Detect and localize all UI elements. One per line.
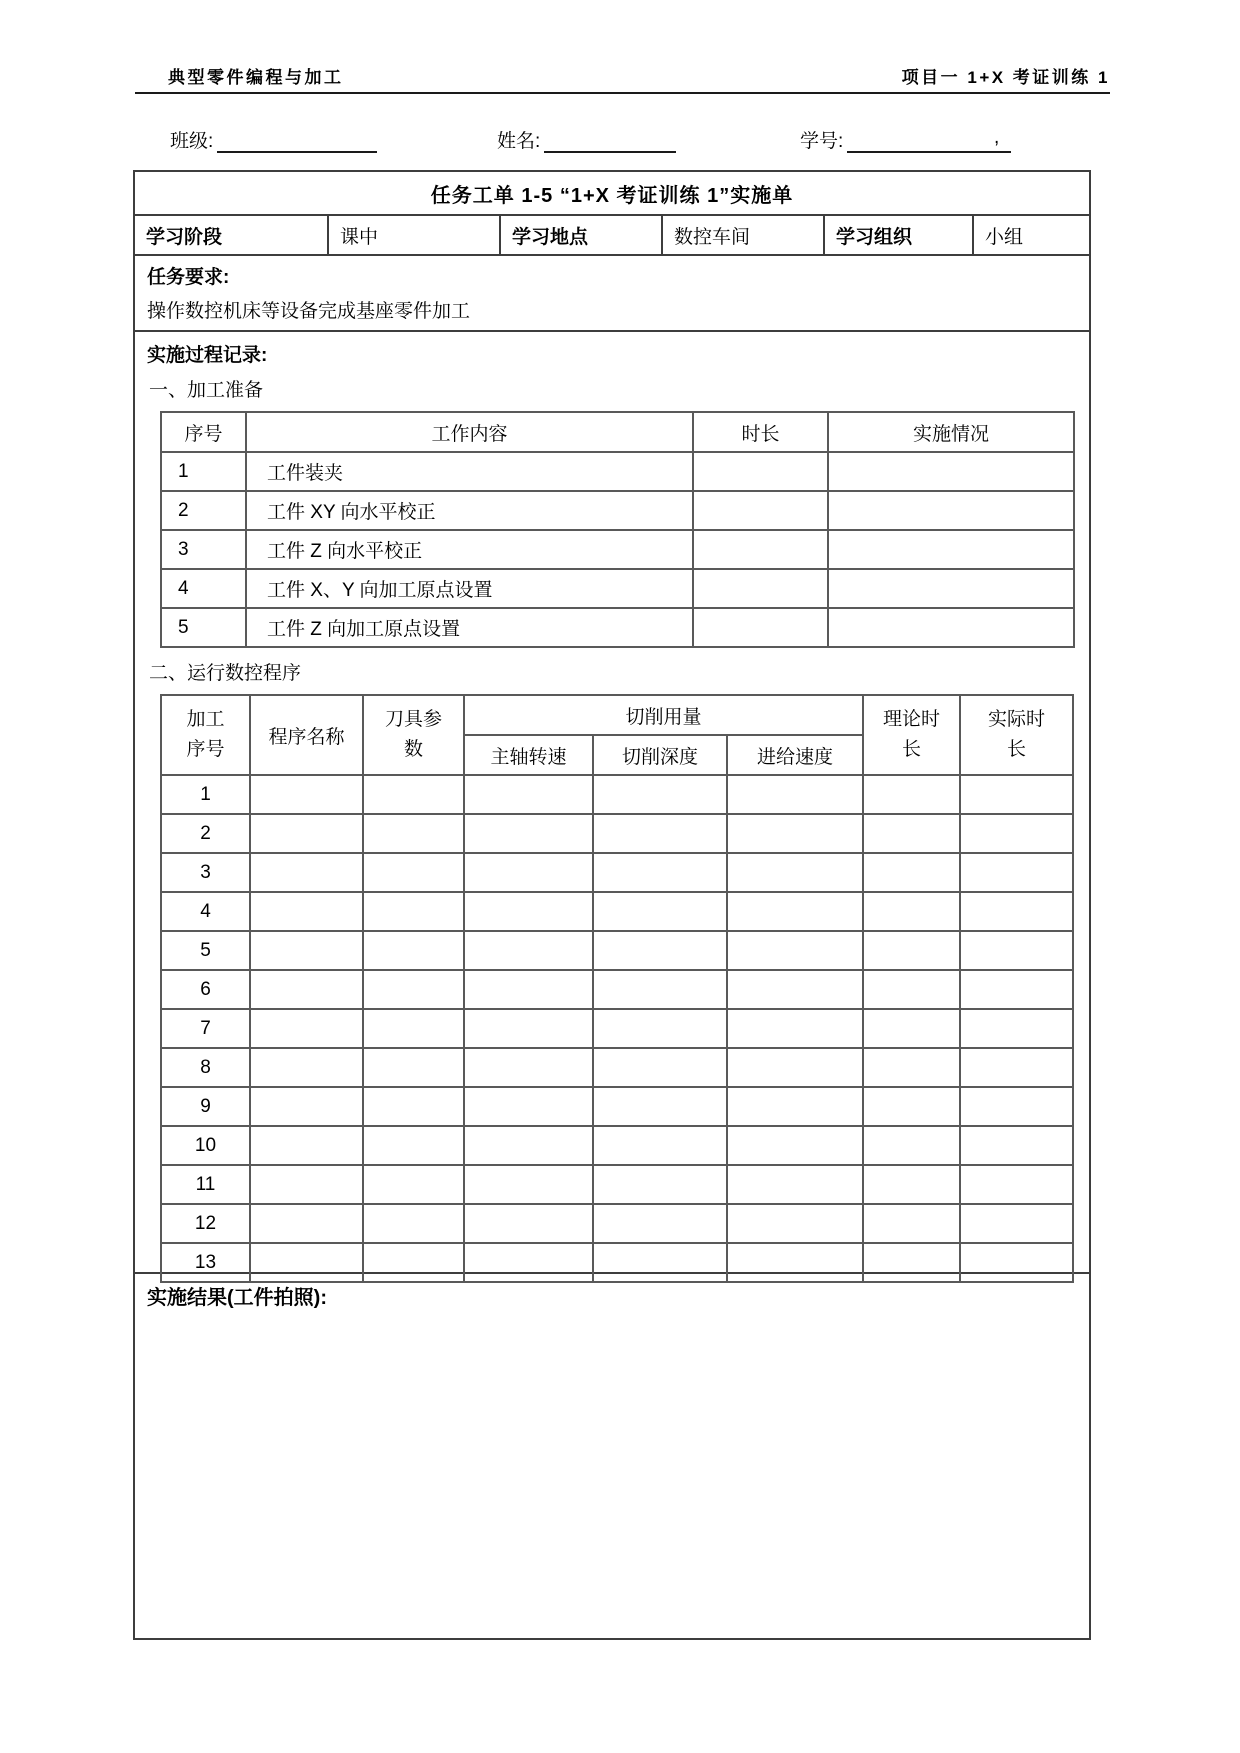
empty-cell (863, 1126, 960, 1165)
empty-cell (250, 1243, 363, 1282)
empty-cell (250, 1204, 363, 1243)
empty-cell (464, 775, 593, 814)
empty-cell (727, 775, 863, 814)
table-row (161, 1009, 1073, 1048)
section2-heading: 二、运行数控程序 (149, 663, 302, 684)
empty-cell (464, 1048, 593, 1087)
table-row (161, 530, 1074, 569)
stage-value: 课中 (327, 216, 499, 254)
empty-cell (727, 814, 863, 853)
prep-row-status-empty (828, 569, 1074, 608)
table-row (161, 1048, 1073, 1087)
table-row (161, 970, 1073, 1009)
empty-cell (593, 1126, 727, 1165)
prep-header-duration: 时长 (693, 412, 828, 452)
empty-cell (464, 1165, 593, 1204)
org-value: 小组 (972, 216, 1089, 254)
empty-cell (727, 892, 863, 931)
prog-header-actual-time: 实际时 长 (960, 695, 1073, 775)
prep-row-status-empty (828, 452, 1074, 491)
prog-row-no: 4 (161, 892, 250, 931)
empty-cell (250, 1048, 363, 1087)
prep-row-content: 工件 XY 向水平校正 (246, 491, 693, 530)
prep-row-duration-empty (693, 452, 828, 491)
empty-cell (960, 814, 1073, 853)
location-value: 数控车间 (661, 216, 823, 254)
id-blank (847, 127, 1011, 153)
empty-cell (464, 892, 593, 931)
header-rule (135, 92, 1110, 94)
prep-row-no: 5 (161, 608, 246, 647)
empty-cell (960, 1087, 1073, 1126)
empty-cell (727, 1048, 863, 1087)
empty-cell (960, 1204, 1073, 1243)
empty-cell (960, 1126, 1073, 1165)
empty-cell (593, 892, 727, 931)
empty-cell (727, 1165, 863, 1204)
empty-cell (250, 892, 363, 931)
class-field (170, 126, 377, 153)
student-info-line (0, 126, 1240, 162)
empty-cell (250, 970, 363, 1009)
empty-cell (593, 970, 727, 1009)
empty-cell (960, 1243, 1073, 1282)
empty-cell (593, 1009, 727, 1048)
prog-row-no: 3 (161, 853, 250, 892)
prep-header-status: 实施情况 (828, 412, 1074, 452)
empty-cell (960, 931, 1073, 970)
empty-cell (464, 1126, 593, 1165)
empty-cell (464, 1087, 593, 1126)
table-row (161, 1243, 1073, 1282)
prep-row-status-empty (828, 608, 1074, 647)
empty-cell (363, 892, 464, 931)
empty-cell (593, 853, 727, 892)
prog-row-no: 7 (161, 1009, 250, 1048)
empty-cell (250, 1087, 363, 1126)
empty-cell (593, 931, 727, 970)
empty-cell (363, 814, 464, 853)
table-row (161, 569, 1074, 608)
prog-header-tool-param: 刀具参 数 (363, 695, 464, 775)
table-row (161, 1204, 1073, 1243)
empty-cell (363, 970, 464, 1009)
empty-cell (464, 853, 593, 892)
empty-cell (363, 1165, 464, 1204)
org-label: 学习组织 (823, 216, 972, 254)
prep-header-content: 工作内容 (246, 412, 693, 452)
header-right-title: 项目一 1+X 考证训练 1 (901, 68, 1110, 87)
empty-cell (250, 853, 363, 892)
table-row (161, 1087, 1073, 1126)
result-row (135, 1272, 1089, 1638)
name-blank (544, 127, 676, 153)
prog-header-seq: 加工 序号 (161, 695, 250, 775)
empty-cell (863, 1048, 960, 1087)
id-field (800, 126, 1011, 153)
empty-cell (464, 1204, 593, 1243)
preparation-header-row (161, 412, 1074, 452)
prog-row-no: 6 (161, 970, 250, 1009)
table-row (161, 452, 1074, 491)
empty-cell (250, 1165, 363, 1204)
table-row (161, 892, 1073, 931)
empty-cell (960, 775, 1073, 814)
prog-row-no: 10 (161, 1126, 250, 1165)
prog-header-program-name: 程序名称 (250, 695, 363, 775)
empty-cell (363, 931, 464, 970)
prep-row-content: 工件装夹 (246, 452, 693, 491)
stage-label: 学习阶段 (146, 226, 223, 248)
header-left-title: 典型零件编程与加工 (168, 68, 344, 87)
empty-cell (960, 892, 1073, 931)
result-label: 实施结果(工件拍照): (147, 1287, 327, 1309)
table-row (161, 814, 1073, 853)
empty-cell (727, 1126, 863, 1165)
empty-cell (593, 814, 727, 853)
empty-cell (727, 853, 863, 892)
empty-cell (863, 970, 960, 1009)
prep-row-content: 工件 X、Y 向加工原点设置 (246, 569, 693, 608)
class-blank (217, 127, 377, 153)
empty-cell (960, 1048, 1073, 1087)
empty-cell (250, 814, 363, 853)
preparation-table (160, 411, 1075, 648)
worksheet-title: 任务工单 1-5 “1+X 考证训练 1”实施单 (430, 184, 794, 207)
empty-cell (863, 814, 960, 853)
prog-row-no: 2 (161, 814, 250, 853)
prep-row-duration-empty (693, 608, 828, 647)
prog-row-no: 5 (161, 931, 250, 970)
empty-cell (960, 1009, 1073, 1048)
empty-cell (727, 1087, 863, 1126)
program-header-row-1 (161, 695, 1073, 735)
empty-cell (593, 1087, 727, 1126)
prep-row-status-empty (828, 530, 1074, 569)
prep-row-duration-empty (693, 569, 828, 608)
prep-row-content: 工件 Z 向加工原点设置 (246, 608, 693, 647)
empty-cell (863, 892, 960, 931)
page-header (135, 63, 1110, 88)
prog-header-cut-depth: 切削深度 (593, 735, 727, 775)
empty-cell (960, 970, 1073, 1009)
empty-cell (363, 775, 464, 814)
empty-cell (863, 775, 960, 814)
process-record-label: 实施过程记录: (147, 345, 268, 366)
prog-row-no: 9 (161, 1087, 250, 1126)
empty-cell (363, 1243, 464, 1282)
empty-cell (727, 970, 863, 1009)
empty-cell (363, 1087, 464, 1126)
empty-cell (464, 970, 593, 1009)
empty-cell (363, 1048, 464, 1087)
prog-header-cutting: 切削用量 (464, 695, 863, 735)
program-table (160, 694, 1074, 1283)
empty-cell (250, 931, 363, 970)
empty-cell (250, 1126, 363, 1165)
empty-cell (593, 1204, 727, 1243)
empty-cell (960, 1165, 1073, 1204)
empty-cell (363, 1126, 464, 1165)
prog-row-no: 11 (161, 1165, 250, 1204)
task-requirement-label: 任务要求: (147, 267, 230, 288)
table-row (161, 1126, 1073, 1165)
prog-header-spindle-speed: 主轴转速 (464, 735, 593, 775)
prog-row-no: 12 (161, 1204, 250, 1243)
prog-header-theory-time: 理论时 长 (863, 695, 960, 775)
prep-row-duration-empty (693, 530, 828, 569)
empty-cell (593, 1165, 727, 1204)
task-requirement-row (135, 254, 1089, 330)
prep-row-no: 1 (161, 452, 246, 491)
empty-cell (593, 1243, 727, 1282)
name-field (497, 126, 676, 153)
prog-row-no: 1 (161, 775, 250, 814)
empty-cell (250, 775, 363, 814)
empty-cell (863, 1243, 960, 1282)
prep-row-no: 2 (161, 491, 246, 530)
table-row (161, 931, 1073, 970)
prep-row-no: 3 (161, 530, 246, 569)
prep-header-no: 序号 (161, 412, 246, 452)
prep-row-duration-empty (693, 491, 828, 530)
empty-cell (960, 853, 1073, 892)
id-label: 学号: (800, 131, 844, 152)
empty-cell (363, 853, 464, 892)
process-record-row (135, 330, 1089, 1272)
empty-cell (863, 853, 960, 892)
empty-cell (863, 1087, 960, 1126)
table-row (161, 491, 1074, 530)
info-row (135, 214, 1089, 254)
empty-cell (363, 1204, 464, 1243)
prog-row-no: 8 (161, 1048, 250, 1087)
empty-cell (863, 1204, 960, 1243)
empty-cell (464, 1243, 593, 1282)
empty-cell (863, 1009, 960, 1048)
table-row (161, 853, 1073, 892)
task-requirement-content: 操作数控机床等设备完成基座零件加工 (147, 301, 471, 322)
empty-cell (464, 814, 593, 853)
empty-cell (363, 1009, 464, 1048)
empty-cell (727, 931, 863, 970)
name-label: 姓名: (497, 131, 541, 152)
id-comma: , (994, 127, 1000, 148)
empty-cell (593, 775, 727, 814)
table-row (161, 775, 1073, 814)
empty-cell (464, 931, 593, 970)
table-row (161, 608, 1074, 647)
empty-cell (863, 1165, 960, 1204)
prep-row-status-empty (828, 491, 1074, 530)
empty-cell (727, 1204, 863, 1243)
worksheet-table (133, 170, 1091, 1640)
empty-cell (250, 1009, 363, 1048)
location-label: 学习地点 (499, 216, 661, 254)
section1-heading: 一、加工准备 (149, 380, 264, 401)
empty-cell (727, 1009, 863, 1048)
table-row (161, 1165, 1073, 1204)
empty-cell (593, 1048, 727, 1087)
empty-cell (464, 1009, 593, 1048)
empty-cell (727, 1243, 863, 1282)
prog-row-no: 13 (161, 1243, 250, 1282)
prog-header-feed-rate: 进给速度 (727, 735, 863, 775)
prep-row-content: 工件 Z 向水平校正 (246, 530, 693, 569)
empty-cell (863, 931, 960, 970)
class-label: 班级: (170, 131, 214, 152)
prep-row-no: 4 (161, 569, 246, 608)
